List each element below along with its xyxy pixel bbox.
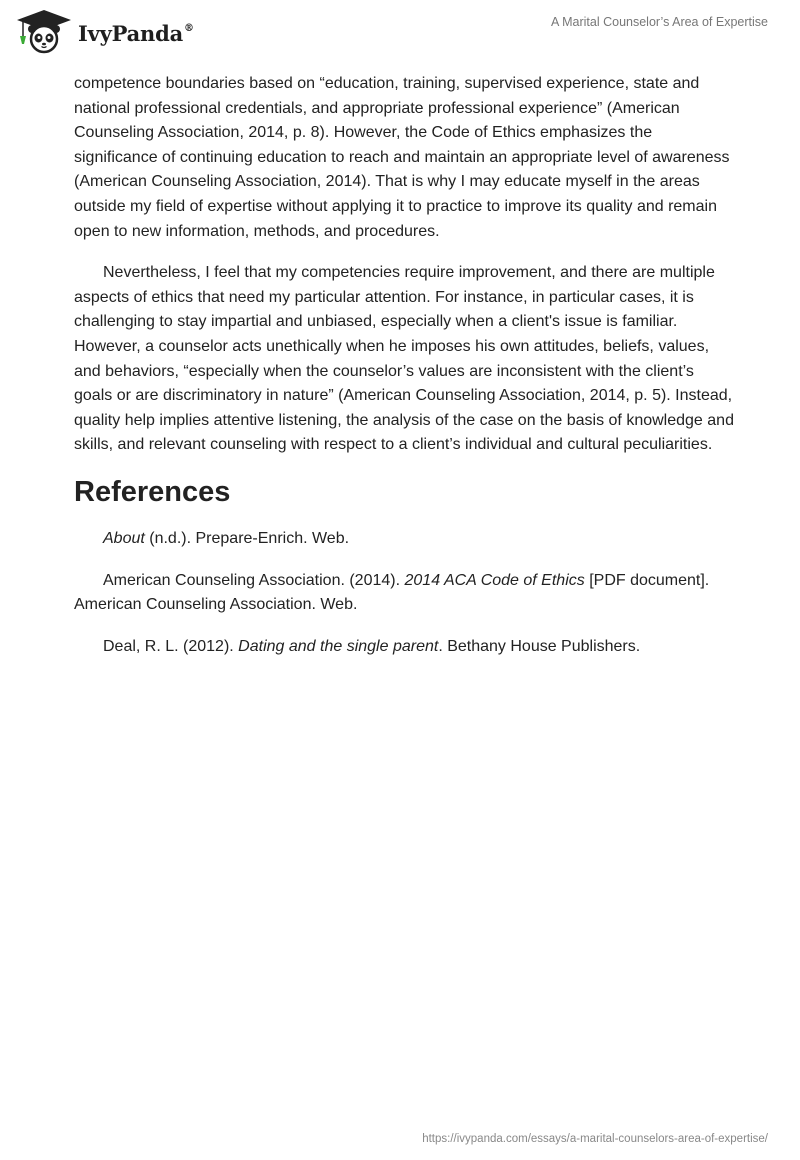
reference-item-3 — [74, 635, 734, 660]
reference-2-after: [PDF document]. American Counseling Association. Web. — [74, 571, 710, 614]
reference-3-before: Deal, R. L. (2012). — [103, 637, 239, 655]
document-title: A Marital Counselor’s Area of Expertise — [550, 15, 768, 29]
page-header — [0, 0, 800, 64]
brand-name — [78, 21, 194, 46]
reference-3-after: . Bethany House Publishers. — [438, 637, 641, 655]
reference-3-title: Dating and the single parent — [238, 637, 439, 655]
reference-2-before: American Counseling Association. (2014). — [103, 571, 405, 589]
reference-item-1 — [74, 527, 734, 552]
references-heading: References — [74, 475, 231, 508]
ivypanda-logo[interactable] — [14, 8, 194, 54]
brand-text: IvyPanda — [78, 20, 184, 46]
reference-2-title: 2014 ACA Code of Ethics — [404, 571, 585, 589]
registered-mark: ® — [184, 22, 194, 34]
reference-1-rest: (n.d.). Prepare-Enrich. Web. — [144, 529, 350, 547]
body-paragraph-2: Nevertheless, I feel that my competencies require improvement, and there are multiple aspects of ethics that need my particular attention. For instance, in particular cases, it is challenging to stay impartial and unbiased, especially when a client's issue is familiar. However, a counselor acts unethically when he imposes his own attitudes, beliefs, values, and behaviors, “especially when the counselor’s values are inconsistent with the client’s goals or are discriminatory in nature” (American Counseling Association, 2014, p. 5). Instead, quality help implies attentive listening, the analysis of the case on the basis of knowledge and skills, and relevant counseling with respect to a client’s individual and cultural peculiarities. — [74, 264, 734, 454]
body-paragraph-1: competence boundaries based on “education, training, supervised experience, state and national professional credentials, and appropriate professional experience” (American Counseling Association, 2014, p. 8). However, the Code of Ethics emphasizes the significance of continuing education to reach and maintain an appropriate level of awareness (American Counseling Association, 2014). That is why I may educate myself in the areas outside my field of expertise without applying it to practice to improve its quality and remain open to new information, methods, and procedures. — [74, 75, 730, 240]
panda-graduation-cap-icon — [14, 8, 74, 54]
source-url-link[interactable]: https://ivypanda.com/essays/a-marital-counselors-area-of-expertise/ — [422, 1133, 768, 1145]
reference-1-title: About — [103, 529, 145, 547]
reference-item-2 — [74, 569, 734, 618]
essay-content — [74, 72, 734, 676]
